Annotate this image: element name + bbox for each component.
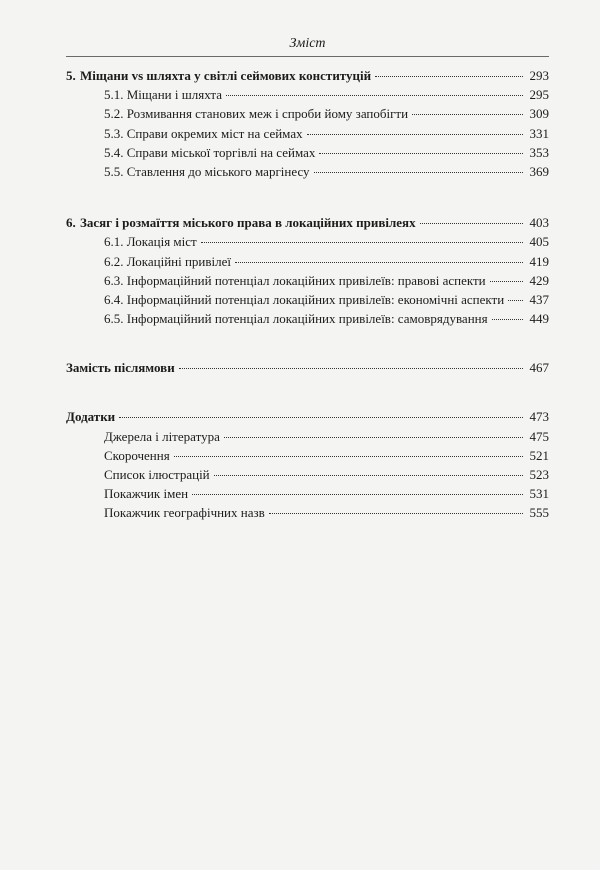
toc-subentry[interactable] [66,427,549,446]
toc-chapter-entry[interactable] [66,213,549,232]
toc-subentry[interactable] [66,271,549,290]
page-number: 419 [529,253,549,269]
page-number: 437 [529,291,549,307]
subentry-title: 6.3. Інформаційний потенціал локаційних привілеїв: правові аспекти [104,272,486,288]
toc-section-afterword [66,358,549,377]
subentry-title: 5.5. Ставлення до міського маргінесу [104,163,310,179]
dot-leader [420,223,523,224]
page-number: 403 [529,215,549,231]
page-number: 523 [529,467,549,482]
subentry-title: Скорочення [104,447,170,463]
toc-section-chapter-5 [66,66,549,181]
subentry-title: 5.4. Справи міської торгівлі на сеймах [104,144,316,160]
dot-leader [375,76,523,77]
page-number: 331 [529,125,549,141]
dot-leader [307,134,523,135]
chapter-number: 6. [66,215,76,231]
dot-leader [119,417,523,418]
toc-section-chapter-6 [66,213,549,328]
subentry-title: 6.4. Інформаційний потенціал локаційних привілеїв: економічні аспекти [104,291,505,307]
toc-subentry[interactable] [66,232,549,251]
dot-leader [192,494,523,495]
subentry-title: Покажчик географічних назв [104,505,265,521]
page-number: 531 [529,486,549,502]
subentry-title: 6.5. Інформаційний потенціал локаційних привілеїв: самоврядування [104,311,488,327]
toc-subentry[interactable] [66,290,549,309]
page-number: 449 [529,311,549,327]
dot-leader [201,242,523,243]
chapter-number: 5. [66,68,76,83]
page-number: 295 [529,87,549,103]
subentry-title: Джерела і література [104,428,220,444]
page-number: 467 [529,360,549,376]
subentry-title: 5.2. Розмивання станових меж і спроби йому запобігти [104,106,409,122]
subentry-title: Покажчик імен [104,486,189,502]
toc-subentry[interactable] [66,124,549,143]
page-number: 405 [529,234,549,250]
toc-chapter-entry[interactable] [66,66,549,85]
dot-leader [319,153,523,154]
toc-subentry[interactable] [66,446,549,465]
dot-leader [224,437,523,438]
dot-leader [235,262,523,263]
toc-subentry[interactable] [66,309,549,328]
dot-leader [174,456,523,457]
toc-subentry[interactable] [66,484,549,503]
toc-subentry[interactable] [66,162,549,181]
toc-subentry[interactable] [66,85,549,104]
page-number: 293 [529,68,549,83]
section-gap [66,195,549,213]
dot-leader [508,300,523,301]
toc-appendices-entry[interactable] [66,407,549,426]
chapter-title: Міщани vs шляхта у світлі сеймових конституцій [80,68,372,83]
subentry-title: 6.2. Локаційні привілеї [104,253,232,269]
page-number: 473 [529,409,549,425]
dot-leader [490,281,523,282]
appendices-title: Додатки [66,409,116,425]
subentry-title: 5.3. Справи окремих міст на сеймах [104,125,303,141]
toc-subentry[interactable] [66,104,549,123]
subentry-title: Список ілюстрацій [104,467,210,482]
subentry-title: 6.1. Локація міст [104,234,197,250]
table-of-contents [66,66,549,537]
page-number: 521 [529,447,549,463]
page-number: 353 [529,144,549,160]
section-gap [66,391,549,407]
page-number: 309 [529,106,549,122]
subentry-title: 5.1. Міщани і шляхта [104,87,222,103]
toc-subentry[interactable] [66,252,549,271]
afterword-title: Замість післямови [66,360,175,376]
dot-leader [412,114,523,115]
toc-section-appendices [66,407,549,522]
toc-subentry[interactable] [66,503,549,522]
running-head: Зміст [66,36,549,57]
dot-leader [269,513,523,514]
dot-leader [492,319,523,320]
page-number: 475 [529,428,549,444]
page-number: 555 [529,505,549,521]
dot-leader [226,95,523,96]
page-number: 429 [529,272,549,288]
page-number: 369 [529,163,549,179]
toc-subentry[interactable] [66,465,549,484]
dot-leader [214,475,523,476]
dot-leader [179,368,523,369]
section-gap [66,342,549,358]
dot-leader [314,172,523,173]
toc-afterword-entry[interactable] [66,358,549,377]
toc-subentry[interactable] [66,143,549,162]
chapter-title: Засяг і розмаїття міського права в локаційних привілеях [80,215,416,231]
